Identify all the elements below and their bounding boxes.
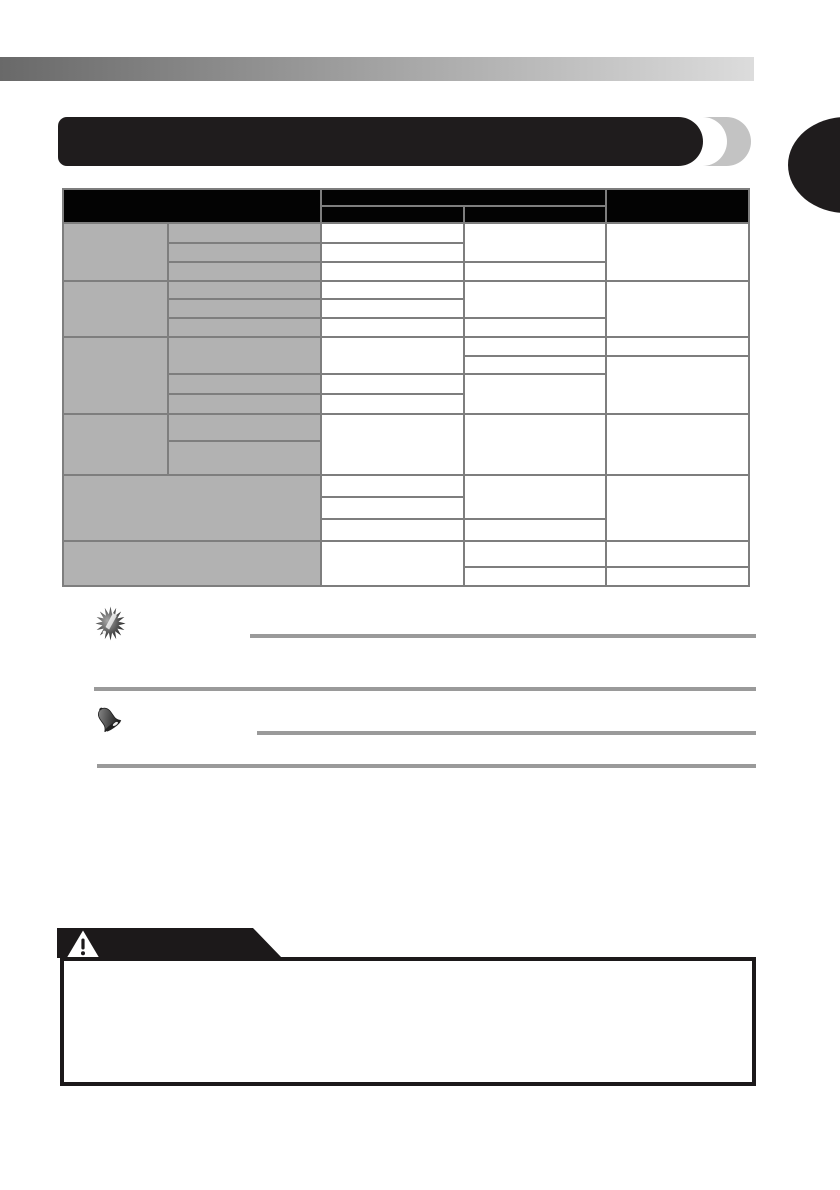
table-value-cell [464, 281, 606, 318]
table-value-cell [464, 356, 606, 374]
table-label-cell [168, 223, 321, 243]
table-value-cell [321, 394, 464, 414]
table-label-cell [63, 281, 168, 337]
table-value-cell [606, 475, 749, 541]
table-header-cell [63, 189, 321, 223]
table-header-cell [464, 206, 606, 223]
table-value-cell [321, 519, 464, 541]
table-label-cell [168, 299, 321, 318]
important-starburst-icon [95, 606, 126, 641]
table-label-cell [63, 337, 168, 414]
table-label-cell [63, 541, 321, 586]
table-label-cell [168, 318, 321, 337]
important-note-rule-top [250, 634, 756, 638]
spec-table [62, 188, 750, 587]
table-value-cell [464, 318, 606, 337]
warning-triangle-icon [66, 929, 100, 959]
table-value-cell [464, 223, 606, 262]
table-value-cell [321, 475, 464, 497]
table-header-cell [606, 189, 749, 223]
table-value-cell [606, 223, 749, 281]
table-value-cell [321, 318, 464, 337]
table-header-cell [321, 189, 606, 206]
note-bell-icon [93, 702, 124, 738]
table-value-cell [321, 281, 464, 299]
table-value-cell [606, 414, 749, 475]
table-label-cell [168, 414, 321, 441]
bell-note-rule-bottom [97, 764, 756, 768]
table-value-cell [464, 541, 606, 567]
table-value-cell [464, 337, 606, 356]
table-value-cell [606, 337, 749, 356]
table-value-cell [606, 541, 749, 567]
table-value-cell [606, 356, 749, 414]
top-gradient-divider [0, 57, 754, 81]
table-value-cell [321, 337, 464, 374]
table-value-cell [321, 223, 464, 243]
table-value-cell [606, 281, 749, 337]
table-value-cell [321, 243, 464, 262]
table-value-cell [321, 374, 464, 394]
chapter-tab-ellipse [788, 117, 840, 213]
table-value-cell [464, 475, 606, 519]
table-value-cell [606, 567, 749, 586]
table-label-cell [63, 414, 168, 475]
table-label-cell [168, 243, 321, 262]
table-value-cell [464, 414, 606, 475]
table-label-cell [168, 281, 321, 299]
table-label-cell [168, 394, 321, 414]
table-value-cell [464, 262, 606, 281]
table-value-cell [321, 541, 464, 586]
table-label-cell [168, 262, 321, 281]
chapter-title-bar [58, 117, 703, 166]
table-label-cell [63, 475, 321, 541]
caution-box [60, 957, 756, 1086]
table-value-cell [464, 519, 606, 541]
table-label-cell [168, 374, 321, 394]
table-value-cell [321, 497, 464, 519]
table-value-cell [464, 374, 606, 414]
table-value-cell [321, 299, 464, 318]
table-value-cell [321, 262, 464, 281]
table-value-cell [464, 567, 606, 586]
table-label-cell [63, 223, 168, 281]
table-label-cell [168, 337, 321, 374]
important-note-rule-bottom [94, 687, 756, 691]
bell-note-rule-top [257, 731, 756, 735]
table-label-cell [168, 441, 321, 475]
table-value-cell [321, 414, 464, 475]
table-header-cell [321, 206, 464, 223]
